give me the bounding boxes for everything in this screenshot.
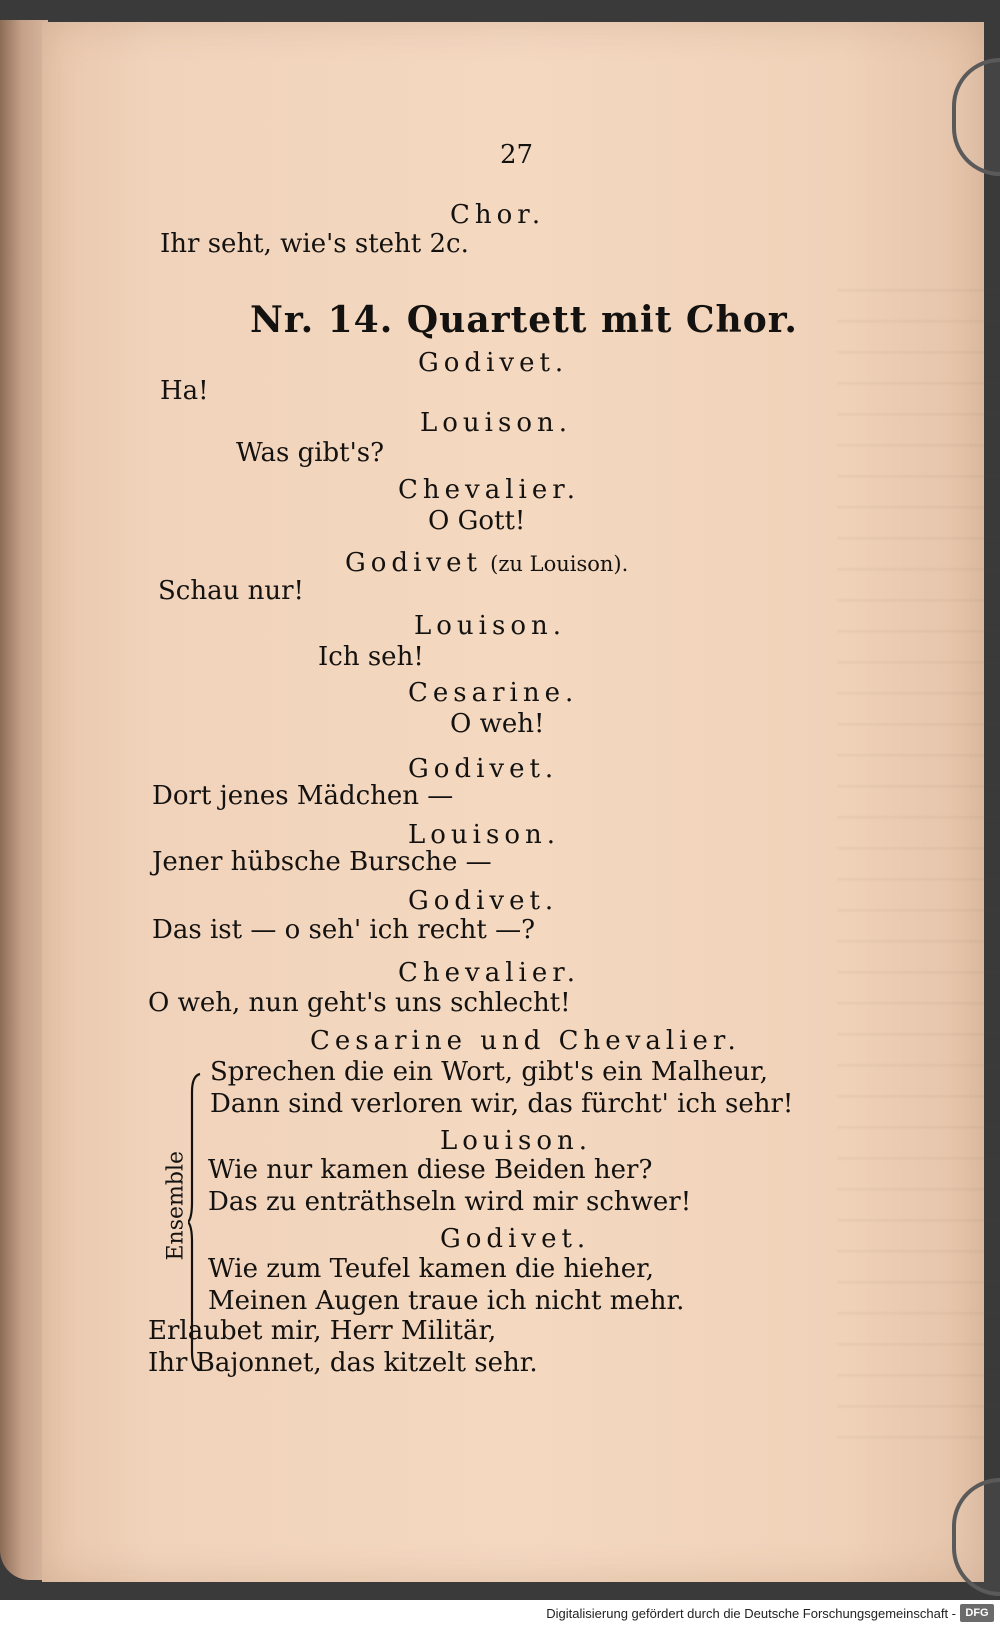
- text-line: Ihr seht, wie's steht 2c.: [160, 229, 469, 259]
- speaker-louison: Louison.: [414, 611, 566, 641]
- speaker-louison: Louison.: [440, 1126, 592, 1156]
- text-line: Sprechen die ein Wort, gibt's ein Malheur,: [210, 1057, 768, 1087]
- digitization-footer: [0, 1600, 1000, 1627]
- text-line: O weh, nun geht's uns schlecht!: [148, 988, 571, 1018]
- text-line: Dort jenes Mädchen —: [152, 781, 454, 811]
- text-line: Wie nur kamen diese Beiden her?: [208, 1155, 653, 1185]
- speaker-chor: Chor.: [450, 200, 546, 230]
- text-line: O weh!: [450, 709, 545, 739]
- previous-page-edge: [0, 20, 48, 1580]
- dfg-logo: DFG: [960, 1604, 994, 1622]
- speaker-chevalier: Chevalier.: [398, 475, 581, 505]
- text-line: Das zu enträthseln wird mir schwer!: [208, 1187, 692, 1217]
- text-line: Meinen Augen traue ich nicht mehr.: [208, 1286, 685, 1316]
- speaker-godivet: Godivet.: [408, 886, 559, 916]
- page-number: 27: [500, 140, 534, 170]
- speaker-godivet: Godivet.: [440, 1224, 591, 1254]
- speaker-godivet: Godivet: [345, 548, 482, 578]
- text-line: Schau nur!: [158, 576, 304, 606]
- text-line: Dann sind verloren wir, das fürcht' ich sehr!: [210, 1089, 794, 1119]
- ensemble-label: Ensemble: [163, 1150, 189, 1261]
- bleed-through-text: [837, 262, 1000, 1462]
- footer-credit: Digitalisierung gefördert durch die Deutsche Forschungsgemeinschaft -: [546, 1606, 956, 1621]
- speaker-chevalier: Chevalier.: [398, 958, 581, 988]
- text-line: Ha!: [160, 376, 209, 406]
- text-line: Wie zum Teufel kamen die hieher,: [208, 1254, 654, 1284]
- speaker-godivet: Godivet.: [408, 754, 559, 784]
- speaker-louison: Louison.: [408, 820, 560, 850]
- text-line: O Gott!: [428, 506, 526, 536]
- text-line: Was gibt's?: [236, 438, 385, 468]
- speaker-godivet: Godivet.: [418, 348, 569, 378]
- speaker-godivet-with-direction: [345, 550, 628, 576]
- text-line: Das ist — o seh' ich recht —?: [152, 915, 536, 945]
- speaker-cesarine: Cesarine.: [408, 678, 579, 708]
- text-line: Erlaubet mir, Herr Militär,: [148, 1316, 497, 1346]
- section-heading: Nr. 14. Quartett mit Chor.: [250, 299, 798, 341]
- text-line: Ich seh!: [318, 642, 424, 672]
- speaker-cesarine-chevalier: Cesarine und Chevalier.: [310, 1026, 741, 1056]
- speaker-louison: Louison.: [420, 408, 572, 438]
- text-line: Jener hübsche Bursche —: [152, 847, 492, 877]
- text-line: Ihr Bajonnet, das kitzelt sehr.: [148, 1348, 538, 1378]
- stage-direction: (zu Louison).: [490, 552, 629, 576]
